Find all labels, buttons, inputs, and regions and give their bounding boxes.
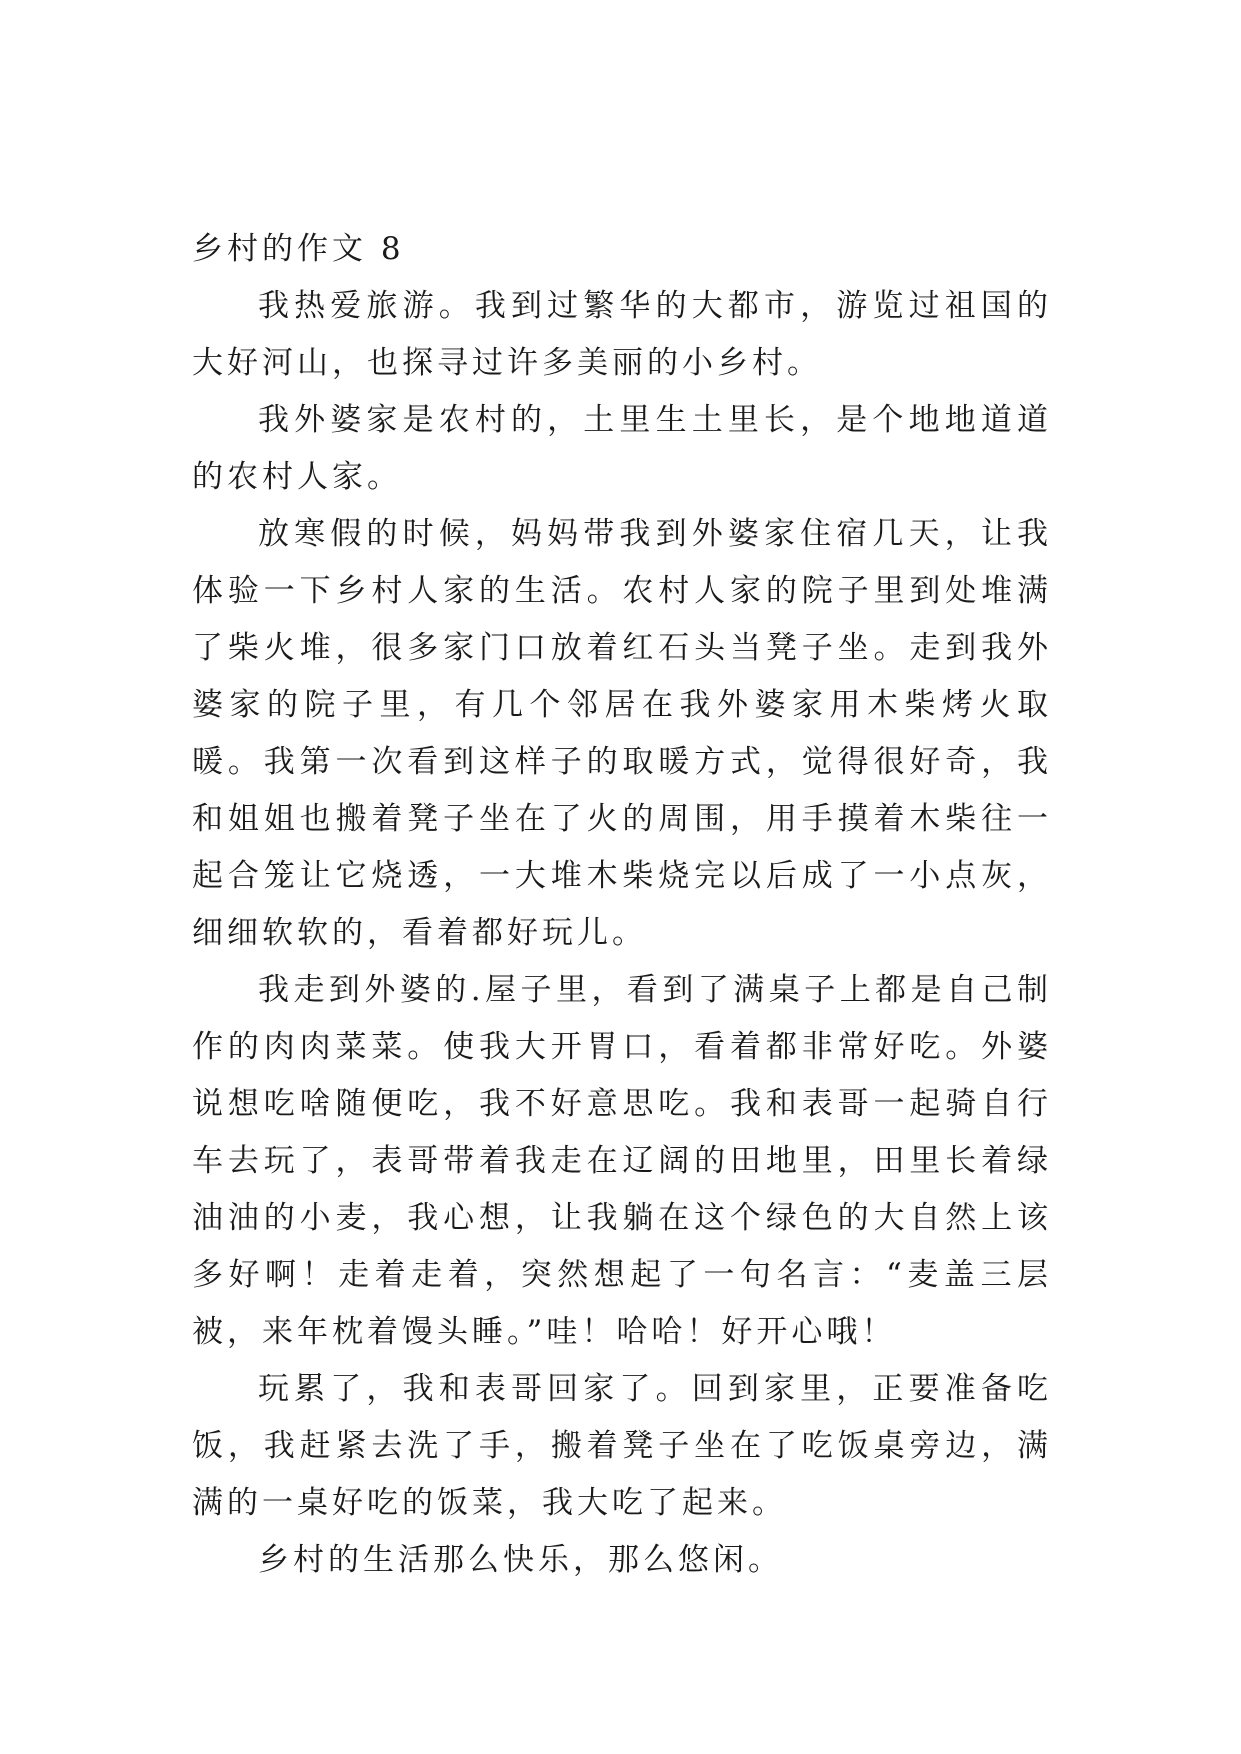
paragraph-3: 放寒假的时候，妈妈带我到外婆家住宿几天，让我体验一下乡村人家的生活。农村人家的院子里到处堆满了柴火堆，很多家门口放着红石头当凳子坐。走到我外婆家的院子里，有几个邻居在我外婆家用木柴烤火取暖。我第一次看到这样子的取暖方式，觉得很好奇，我和姐姐也搬着凳子坐在了火的周围，用手摸着木柴往一起合笼让它烧透，一大堆木柴烧完以后成了一小点灰，细细软软的，看着都好玩儿。 [192,516,1052,951]
paragraph-4: 我走到外婆的.屋子里，看到了满桌子上都是自己制作的肉肉菜菜。使我大开胃口，看着都非常好吃。外婆说想吃啥随便吃，我不好意思吃。我和表哥一起骑自行车去玩了，表哥带着我走在辽阔的田地里，田里长着绿油油的小麦，我心想，让我躺在这个绿色的大自然上该多好啊！走着走着，突然想起了一句名言：“麦盖三层被，来年枕着馒头睡。”哇！哈哈！好开心哦！ [192,972,1052,1350]
document-body [192,221,1052,1589]
paragraph-5: 玩累了，我和表哥回家了。回到家里，正要准备吃饭，我赶紧去洗了手，搬着凳子坐在了吃饭桌旁边，满满的一桌好吃的饭菜，我大吃了起来。 [192,1371,1052,1521]
paragraph-2: 我外婆家是农村的，土里生土里长，是个地地道道的农村人家。 [192,402,1052,495]
paragraph-6: 乡村的生活那么快乐，那么悠闲。 [258,1542,783,1578]
document-title: 乡村的作文 8 [192,231,405,267]
paragraph-1: 我热爱旅游。我到过繁华的大都市，游览过祖国的大好河山，也探寻过许多美丽的小乡村。 [192,288,1052,381]
